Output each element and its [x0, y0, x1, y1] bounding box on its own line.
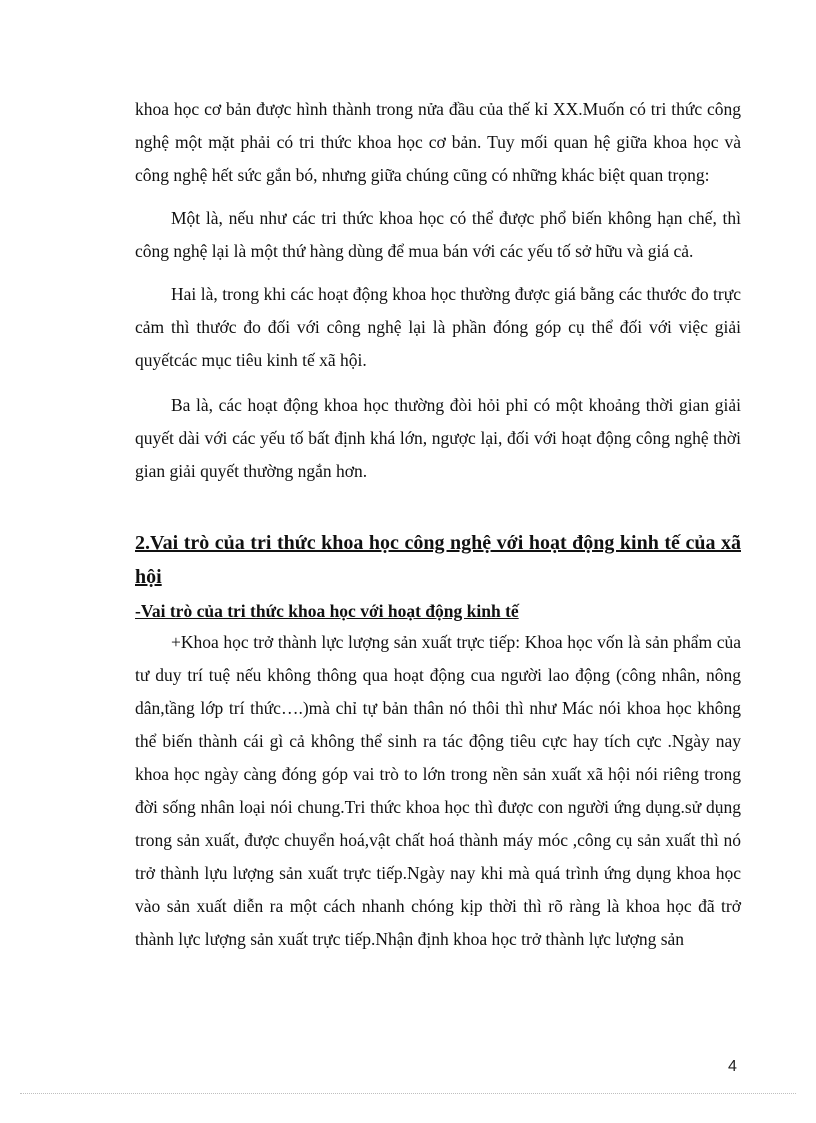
page-content	[135, 93, 741, 956]
page-number: 4	[728, 1058, 737, 1075]
footer-divider	[20, 1093, 796, 1094]
paragraph-first-difference: Một là, nếu như các tri thức khoa học có thể được phổ biến không hạn chế, thì công nghệ lại là một thứ hàng dùng để mua bán với các yếu tố sở hữu và giá cả.	[135, 208, 741, 261]
paragraph-third-difference: Ba là, các hoạt động khoa học thường đòi hỏi phỉ có một khoảng thời gian giải quyết dài với các yếu tố bất định khá lớn, ngược lại, đối với hoạt động công nghệ thời gian giải quyết thường ngắn hơn.	[135, 395, 741, 481]
subsection-heading: -Vai trò của tri thức khoa học với hoạt động kinh tế	[135, 601, 519, 621]
paragraph-science-productive-force: +Khoa học trở thành lực lượng sản xuất trực tiếp: Khoa học vốn là sản phẩm của tư duy trí tuệ nếu không thông qua hoạt động cua người lao động (công nhân, nông dân,tầng lớp trí thức….)mà chỉ tự bản thân nó thôi thì như Mác nói khoa học không thể biến thành cái gì cả không thể sinh ra tác động tiêu cực hay tích cực .Ngày nay khoa học ngày càng đóng góp vai trò to lớn trong nền sản xuất xã hội nói riêng trong đời sống nhân loại nói chung.Tri thức khoa học thì được con người ứng dụng.sử dụng trong sản xuất, được chuyển hoá,vật chất hoá thành máy móc ,công cụ sản xuất thì nó trở thành lựu lượng sản xuất trực tiếp.Ngày nay khi mà quá trình ứng dụng khoa học vào sản xuất diễn ra một cách nhanh chóng kịp thời thì rõ ràng là khoa học đã trở thành lực lượng sản xuất trực tiếp.Nhận định khoa học trở thành lực lượng sản	[135, 632, 741, 949]
paragraph-intro: khoa học cơ bản được hình thành trong nửa đầu của thế kỉ XX.Muốn có tri thức công nghệ một mặt phải có tri thức khoa học cơ bản. Tuy mối quan hệ giữa khoa học và công nghệ hết sức gắn bó, nhưng giữa chúng cũng có những khác biệt quan trọng:	[135, 99, 741, 185]
paragraph-second-difference: Hai là, trong khi các hoạt động khoa học thường được giá bằng các thước đo trực cảm thì thước đo đối với công nghệ lại là phần đóng góp cụ thể đối với việc giải quyếtcác mục tiêu kinh tế xã hội.	[135, 284, 741, 370]
section-heading: 2.Vai trò của tri thức khoa học công nghệ với hoạt động kinh tế của xã hội	[135, 532, 741, 588]
